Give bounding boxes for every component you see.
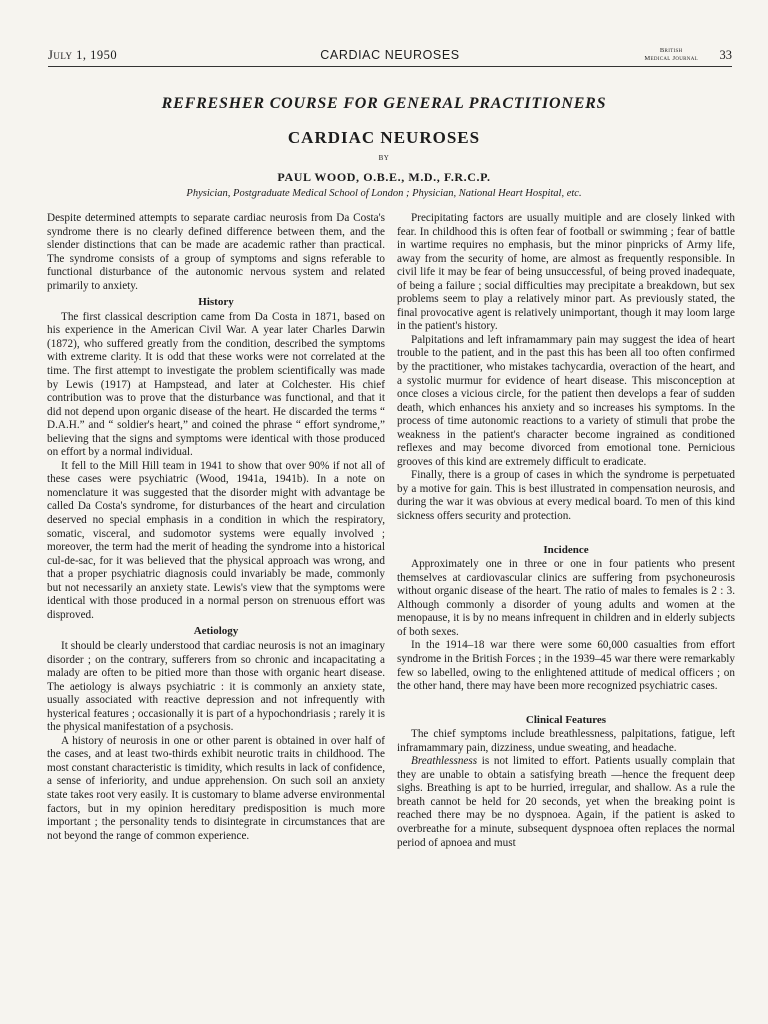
motive-gain-paragraph: Finally, there is a group of cases in which the syndrome is perpetuated by a motive for gain. This is best illustrated in compensation neurosis, and during the war it was obvious at every medical board. To men of this kind sickness offers security and protection. (397, 469, 735, 523)
palpitations-paragraph: Palpitations and left inframammary pain may suggest the idea of heart trouble to the patient, and in the past this has been all too often confirmed by the practitioner, who mistakes tachycardia, overaction of the heart, and a systolic murmur for evidence of heart disease. This misconception at once closes a vicious circle, for the patient then develops a fear of sudden death, which enhances his anxiety and so increases his symptoms. In the process of time autonomic reactions to a variety of stimuli that probe the weakness in the patient's character become ingrained as conditioned reflexes and may become divorced from emotional tone. Pernicious grooves of this kind are extremely difficult to eradicate. (397, 333, 735, 468)
right-column (397, 212, 735, 850)
history-paragraph-1: The first classical description came from Da Costa in 1871, based on his experience in the American Civil War. A year later Charles Darwin (1872), who suffered greatly from the condition, described the symptoms with extreme clarity. It is odd that these works were not correlated at the time. The first attempt to investigate the problem scientifically was made by Lewis (1917) at Hampstead, and later at Colchester. His chief contribution was to prove that the disturbance was functional, and that it did not depend upon organic disease of the heart. He discarded the terms “ D.A.H.” and “ soldier's heart,” and coined the phrase “ effort syndrome,” believing that the signs and symptoms were identical with those produced on effort by a normal individual. (47, 310, 385, 459)
running-title: CARDIAC NEUROSES (320, 48, 460, 62)
precipitating-paragraph: Precipitating factors are usually muitiple and are closely linked with fear. In childhood this is often fear of football or swimming ; fear of battle in wartime requires no emphasis, but the minor pinpricks of Army life, away from the security of home, are almost as frequently responsible. In civil life it may be fear of being unsuccessful, of being proved inadequate, of being a failure ; social difficulties may precipitate a breakdown, but sex problems seem to play a relatively minor part. As previously stated, the final provocative agent is relatively unimportant, though it may loom large in the patient's history. (397, 212, 735, 333)
history-paragraph-2: It fell to the Mill Hill team in 1941 to show that over 90% if not all of these cases were psychiatric (Wood, 1941a, 1941b). In a note on nomenclature it was suggested that the disorder might with advantage be called Da Costa's syndrome, for disturbances of the heart and circulation deserved no special emphasis in a condition in which the respiratory, somatic, visceral, and sudomotor systems were equally involved ; moreover, the term had the merit of heading the syndrome into a historical cul-de-sac, for it was believed that the physical approach was wrong, and that a proper psychiatric diagnosis could invariably be made, commonly but not necessarily an anxiety state. Lewis's view that the symptoms were identical with those produced in a normal person on strenuous effort was disproved. (47, 459, 385, 621)
issue-date: July 1, 1950 (48, 48, 118, 62)
history-heading: History (198, 296, 234, 309)
aetiology-heading: Aetiology (193, 625, 239, 638)
author-affiliation: Physician, Postgraduate Medical School of London ; Physician, National Heart Hospital, etc. (186, 188, 582, 199)
running-head (48, 46, 732, 66)
journal-name (644, 47, 698, 63)
breathlessness-text: is not limited to effort. Patients usually complain that they are unable to obtain a satisfying breath —hence the frequent deep sighs. Breathing is apt to be hurried, irregular, and shallow. As a rule the breath cannot be held for 20 seconds, yet when the breaking point is reached there may be no dyspnoea. Again, if the patient is asked to overbreathe for a minute, subsequent dyspnoea often replaces the normal period of apnoea and must (397, 755, 735, 849)
header-rule (48, 66, 732, 67)
incidence-paragraph-2: In the 1914–18 war there were some 60,000 casualties from effort syndrome in the British Forces ; in the 1939–45 war there were remarkably few so labelled, owing to the enlightened attitude of medical officers ; on the other hand, there may have been more recognized psychiatric cases. (397, 639, 735, 693)
series-title: REFRESHER COURSE FOR GENERAL PRACTITIONERS (161, 95, 607, 112)
breathlessness-term: Breathlessness (411, 755, 478, 768)
incidence-paragraph-1: Approximately one in three or one in four patients who present themselves at cardiovascular clinics are suffering from psychoneurosis without organic disease of the heart. The ratio of males to females is 2 : 3. Although commonly a disorder of young adults and women at the menopause, it is by no means infrequent in children and in elderly subjects of both sexes. (397, 558, 735, 638)
left-column (47, 212, 385, 843)
aetiology-paragraph-2: A history of neurosis in one or other parent is obtained in over half of the cases, and at least two-thirds exhibit neurotic traits in childhood. The most constant characteristic is timidity, which results in lack of confidence, a sense of inferiority, and undue apprehension. On such soil an anxiety state takes root very easily. It is customary to blame adverse environmental factors, but in my opinion hereditary predisposition is much more important ; the personality tends to disintegrate in circumstances that are not beyond the range of common experience. (47, 734, 385, 842)
intro-paragraph: Despite determined attempts to separate cardiac neurosis from Da Costa's syndrome there is no clearly defined difference between them, and the slender distinctions that can be made are academic rather than practical. The syndrome consists of a group of symptoms and signs referable to functional disturbance of the autonomic nervous system and related primarily to anxiety. (47, 212, 385, 292)
article-title: CARDIAC NEUROSES (287, 128, 481, 147)
breathlessness-paragraph (397, 755, 735, 850)
page-number: 33 (719, 48, 732, 62)
byline-by: BY (378, 154, 390, 162)
incidence-heading: Incidence (543, 543, 589, 556)
clinical-paragraph-1: The chief symptoms include breathlessness, palpitations, fatigue, left inframammary pain, dizziness, undue sweating, and headache. (397, 728, 735, 754)
author-name: PAUL WOOD, O.B.E., M.D., F.R.C.P. (277, 170, 491, 184)
journal-name-line2: Medical Journal (644, 55, 698, 62)
journal-name-line1: British (659, 47, 683, 54)
aetiology-paragraph-1: It should be clearly understood that cardiac neurosis is not an imaginary disorder ; on the contrary, sufferers from so chronic and incapacitating a malady are often to be pitied more than those with organic heart disease. The aetiology is always psychiatric : it is commonly an anxiety state, usually associated with reactive depression and not infrequently with hysterical features ; occasionally it is part of a hypochondriasis ; rarely it is the physical manifestation of a psychosis. (47, 639, 385, 734)
clinical-features-heading: Clinical Features (525, 713, 607, 726)
